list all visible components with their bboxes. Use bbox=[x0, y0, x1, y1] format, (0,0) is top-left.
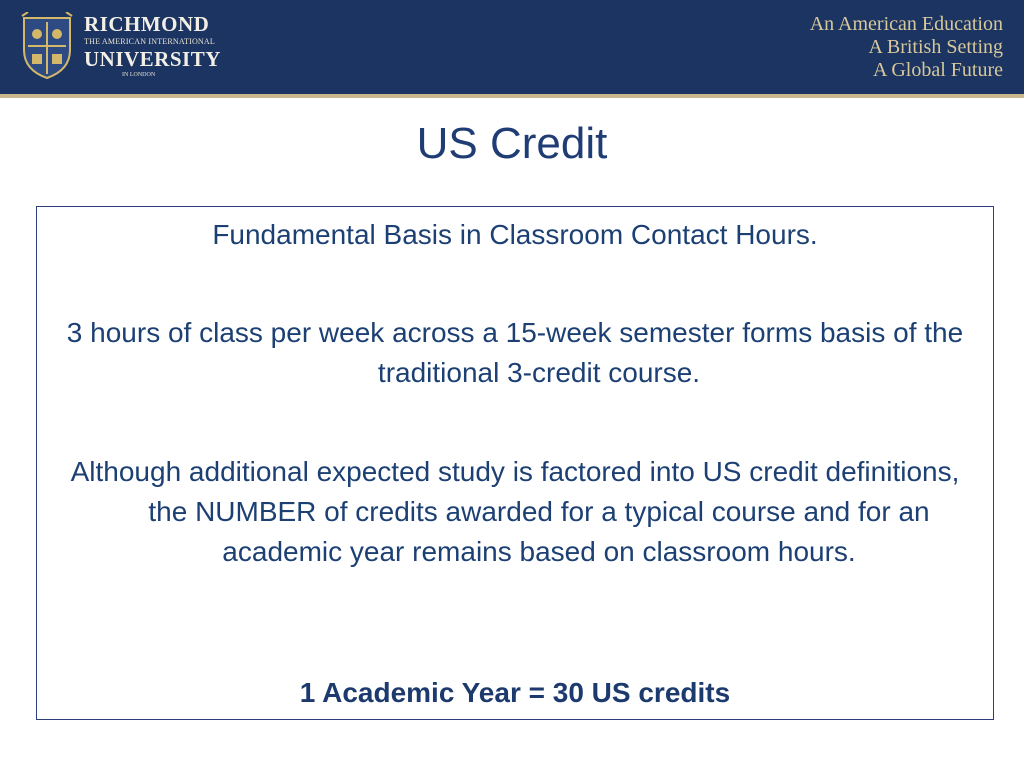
university-crest-icon bbox=[20, 12, 74, 82]
logo-name-line1: RICHMOND bbox=[84, 12, 210, 36]
logo-subtitle: THE AMERICAN INTERNATIONAL bbox=[84, 37, 215, 46]
logo-name-line2: UNIVERSITY bbox=[84, 47, 221, 71]
header-divider bbox=[0, 94, 1024, 98]
content-box bbox=[36, 206, 994, 720]
logo-place: IN LONDON bbox=[122, 72, 156, 78]
body-paragraph: Although additional expected study is factored into US credit definitions, the NUMBER of credits awarded for a typical course and for an academic year remains based on classroom hours. bbox=[70, 456, 960, 567]
tagline-line: A Global Future bbox=[873, 59, 1003, 81]
university-logo bbox=[84, 12, 221, 79]
body-paragraph: Fundamental Basis in Classroom Contact Hours. bbox=[212, 219, 818, 250]
header-banner bbox=[0, 0, 1024, 94]
highlight-statement: 1 Academic Year = 30 US credits bbox=[299, 677, 731, 708]
tagline bbox=[810, 13, 1003, 82]
slide-title: US Credit bbox=[416, 119, 608, 168]
body-paragraph: 3 hours of class per week across a 15-week semester forms basis of the traditional 3-credit course. bbox=[66, 317, 964, 388]
tagline-line: An American Education bbox=[809, 13, 1003, 35]
tagline-line: A British Setting bbox=[868, 36, 1003, 58]
